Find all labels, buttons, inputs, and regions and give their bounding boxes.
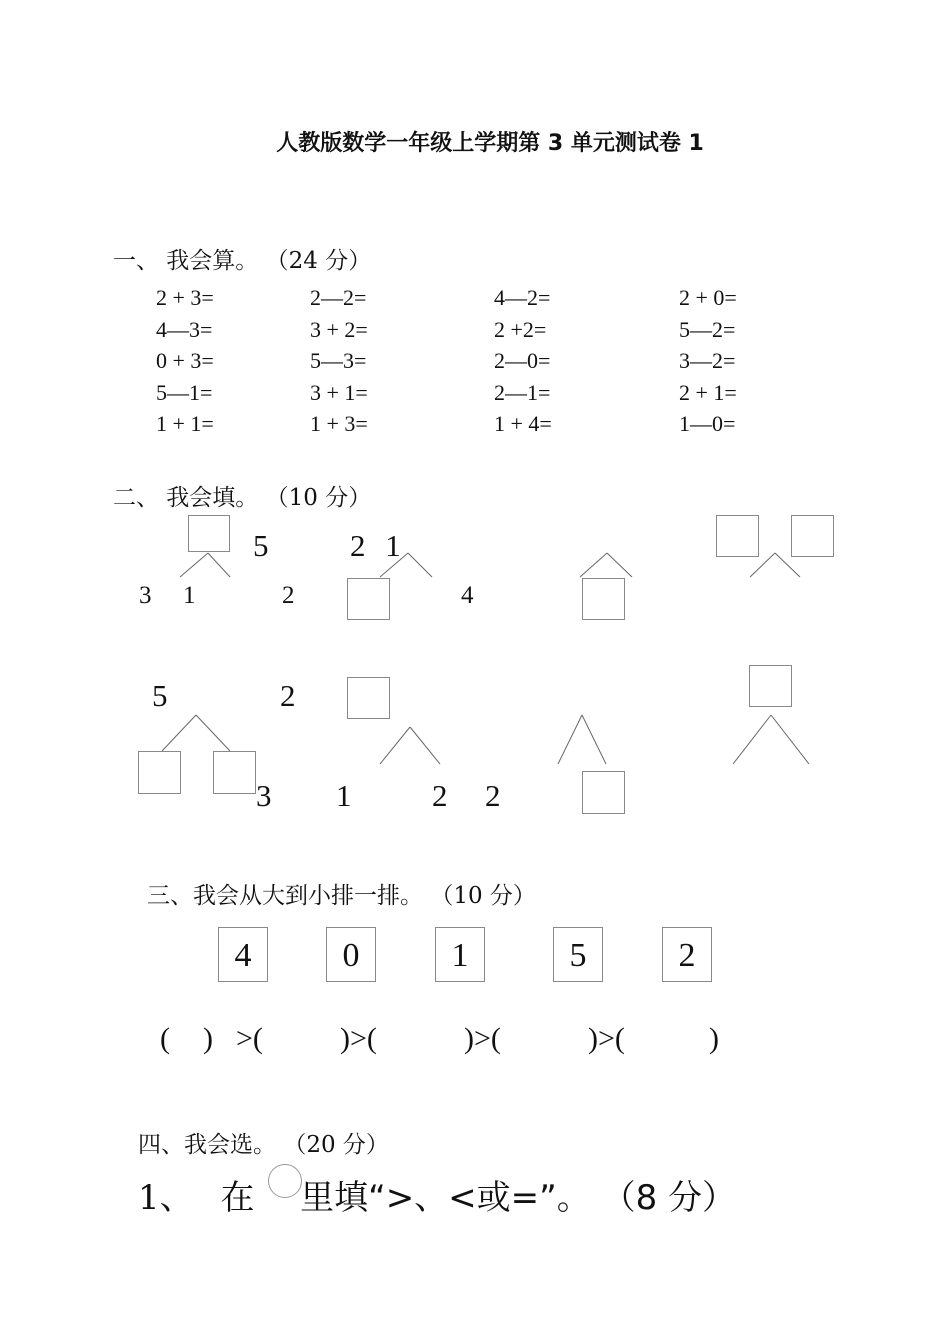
calc-item: 5—1=	[156, 379, 213, 405]
calc-item: 4—2=	[494, 285, 551, 310]
number-card: 0	[326, 927, 376, 982]
answer-box[interactable]	[347, 578, 390, 620]
bond-line	[607, 553, 632, 577]
bond-number: 1	[183, 582, 196, 609]
answer-box[interactable]	[213, 751, 256, 794]
section-1-points: （24 分）	[265, 248, 372, 274]
question-text: 里填“>、<或=”。	[300, 1178, 591, 1218]
bond-line	[180, 553, 208, 577]
calc-item: 3 + 1=	[310, 379, 368, 405]
number-card: 2	[662, 927, 712, 982]
bond-number: 2	[282, 582, 295, 609]
bond-number: 2	[280, 678, 296, 713]
calc-item: 2 + 3=	[156, 285, 214, 310]
calc-item: 1—0=	[679, 411, 736, 436]
answer-box[interactable]	[791, 515, 834, 557]
calc-item: 2 + 0=	[679, 285, 737, 310]
sequence-slot[interactable]: >(	[236, 1022, 263, 1055]
sequence-slot[interactable]: )>(	[464, 1022, 501, 1055]
section-2-points: （10 分）	[265, 485, 372, 511]
calc-item: 4—3=	[156, 316, 213, 342]
calc-item: 2—2=	[310, 285, 367, 310]
bond-number: 2 1	[350, 528, 401, 563]
section-3-heading	[147, 877, 536, 910]
question-points: （8 分）	[601, 1178, 737, 1218]
bond-line	[196, 715, 230, 751]
answer-box[interactable]	[582, 578, 625, 620]
bond-number: 4	[461, 582, 474, 609]
section-3-title: 三、我会从大到小排一排。	[147, 883, 423, 909]
bond-number: 2	[485, 778, 501, 813]
answer-box[interactable]	[749, 665, 792, 707]
calc-item: 2—0=	[494, 348, 551, 373]
calc-item: 1 + 3=	[310, 411, 368, 436]
bond-line	[410, 727, 440, 764]
answer-box[interactable]	[347, 677, 390, 719]
bond-line	[582, 715, 606, 764]
calc-item: 5—3=	[310, 348, 367, 373]
question-number: 1、	[138, 1178, 194, 1218]
answer-box[interactable]	[188, 515, 230, 552]
answer-box[interactable]	[582, 771, 625, 814]
bond-number: 3	[256, 778, 272, 813]
calc-item: 1 + 1=	[156, 411, 214, 436]
bond-line	[733, 715, 771, 764]
calc-item: 3—2=	[679, 348, 736, 373]
page-title: 人教版数学一年级上学期第 3 单元测试卷 1	[276, 131, 704, 156]
section-3-points: （10 分）	[430, 883, 536, 909]
question-text: 在	[220, 1178, 255, 1218]
section-2-title: 二、 我会填。	[113, 485, 259, 511]
number-card: 1	[435, 927, 485, 982]
bond-line	[208, 553, 230, 577]
number-card: 4	[218, 927, 268, 982]
section-4-points: （20 分）	[283, 1132, 389, 1158]
calc-item: 2 +2=	[494, 316, 547, 342]
bond-number: 5	[253, 528, 269, 563]
answer-box[interactable]	[716, 515, 759, 557]
question-1	[138, 1170, 736, 1219]
compare-circle[interactable]	[268, 1164, 302, 1198]
calc-item: 1 + 4=	[494, 411, 552, 436]
bond-line	[380, 727, 410, 764]
section-4-title: 四、我会选。	[138, 1132, 276, 1158]
sequence-slot[interactable]: )>(	[588, 1022, 625, 1055]
section-1-title: 一、 我会算。	[113, 248, 259, 274]
bond-number: 2	[432, 778, 448, 813]
answer-box[interactable]	[138, 751, 181, 794]
bond-line	[580, 553, 607, 577]
calc-item: 5—2=	[679, 316, 736, 342]
number-card: 5	[553, 927, 603, 982]
bond-line	[771, 715, 809, 764]
bond-line	[408, 553, 432, 577]
sequence-paren-open[interactable]: (	[160, 1022, 170, 1055]
bond-number: 1	[336, 778, 352, 813]
section-4-heading	[138, 1126, 389, 1159]
bond-line	[162, 715, 196, 751]
calc-item: 2 + 1=	[679, 379, 737, 405]
bond-number: 5	[152, 678, 168, 713]
calc-item: 2—1=	[494, 379, 551, 405]
calc-item: 3 + 2=	[310, 316, 368, 342]
calc-item: 0 + 3=	[156, 348, 214, 373]
sequence-paren-close[interactable]: )	[203, 1022, 213, 1055]
bond-line	[558, 715, 582, 764]
bond-number: 3	[139, 582, 152, 609]
sequence-slot[interactable]: )>(	[340, 1022, 377, 1055]
sequence-paren-close[interactable]: )	[709, 1022, 719, 1055]
